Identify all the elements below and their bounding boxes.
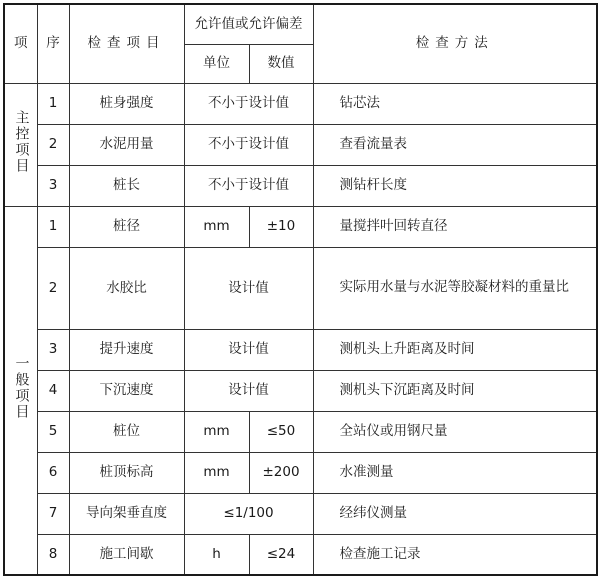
table-row <box>4 493 597 534</box>
header-seq: 序 <box>37 4 69 83</box>
seq-cell: 7 <box>37 493 69 534</box>
value-cell: ≤24 <box>249 534 313 575</box>
table-row <box>4 452 597 493</box>
item-cell: 桩长 <box>69 165 184 206</box>
item-cell: 桩径 <box>69 206 184 247</box>
header-method: 检查方法 <box>313 4 597 83</box>
method-cell: 检查施工记录 <box>313 534 597 575</box>
table-row <box>4 411 597 452</box>
table-row <box>4 165 597 206</box>
header-group: 项 <box>4 4 37 83</box>
header-unit: 单位 <box>184 44 249 83</box>
method-cell: 测钻杆长度 <box>313 165 597 206</box>
method-cell: 水准测量 <box>313 452 597 493</box>
tolerance-cell: ≤1/100 <box>184 493 313 534</box>
method-cell: 实际用水量与水泥等胶凝材料的重量比 <box>313 247 597 329</box>
table-row <box>4 534 597 575</box>
method-cell: 钻芯法 <box>313 83 597 124</box>
group-general-label: 一般项目 <box>13 355 30 420</box>
header-tolerance: 允许值或允许偏差 <box>184 4 313 44</box>
tolerance-cell: 不小于设计值 <box>184 83 313 124</box>
item-cell: 桩顶标高 <box>69 452 184 493</box>
item-cell: 提升速度 <box>69 329 184 370</box>
seq-cell: 5 <box>37 411 69 452</box>
seq-cell: 1 <box>37 206 69 247</box>
method-cell: 测机头下沉距离及时间 <box>313 370 597 411</box>
tolerance-cell: 不小于设计值 <box>184 165 313 206</box>
method-cell: 经纬仪测量 <box>313 493 597 534</box>
tolerance-cell: 设计值 <box>184 370 313 411</box>
seq-cell: 3 <box>37 329 69 370</box>
group-main-cell <box>4 83 37 206</box>
inspection-table <box>3 3 598 576</box>
item-cell: 下沉速度 <box>69 370 184 411</box>
table-row <box>4 329 597 370</box>
tolerance-cell: 不小于设计值 <box>184 124 313 165</box>
seq-cell: 1 <box>37 83 69 124</box>
table-row <box>4 83 597 124</box>
unit-cell: h <box>184 534 249 575</box>
value-cell: ±10 <box>249 206 313 247</box>
item-cell: 桩身强度 <box>69 83 184 124</box>
item-cell: 施工间歇 <box>69 534 184 575</box>
header-value: 数值 <box>249 44 313 83</box>
item-cell: 导向架垂直度 <box>69 493 184 534</box>
seq-cell: 2 <box>37 247 69 329</box>
value-cell: ≤50 <box>249 411 313 452</box>
method-cell: 测机头上升距离及时间 <box>313 329 597 370</box>
method-cell: 量搅拌叶回转直径 <box>313 206 597 247</box>
seq-cell: 4 <box>37 370 69 411</box>
method-cell: 全站仪或用钢尺量 <box>313 411 597 452</box>
unit-cell: mm <box>184 206 249 247</box>
item-cell: 水胶比 <box>69 247 184 329</box>
table-row <box>4 206 597 247</box>
seq-cell: 6 <box>37 452 69 493</box>
table-row <box>4 124 597 165</box>
header-item: 检查项目 <box>69 4 184 83</box>
value-cell: ±200 <box>249 452 313 493</box>
unit-cell: mm <box>184 411 249 452</box>
item-cell: 桩位 <box>69 411 184 452</box>
tolerance-cell: 设计值 <box>184 329 313 370</box>
group-general-cell <box>4 206 37 575</box>
tolerance-cell: 设计值 <box>184 247 313 329</box>
seq-cell: 8 <box>37 534 69 575</box>
table-row <box>4 370 597 411</box>
group-main-label: 主控项目 <box>13 109 30 174</box>
item-cell: 水泥用量 <box>69 124 184 165</box>
table-row <box>4 247 597 329</box>
seq-cell: 3 <box>37 165 69 206</box>
unit-cell: mm <box>184 452 249 493</box>
method-cell: 查看流量表 <box>313 124 597 165</box>
seq-cell: 2 <box>37 124 69 165</box>
